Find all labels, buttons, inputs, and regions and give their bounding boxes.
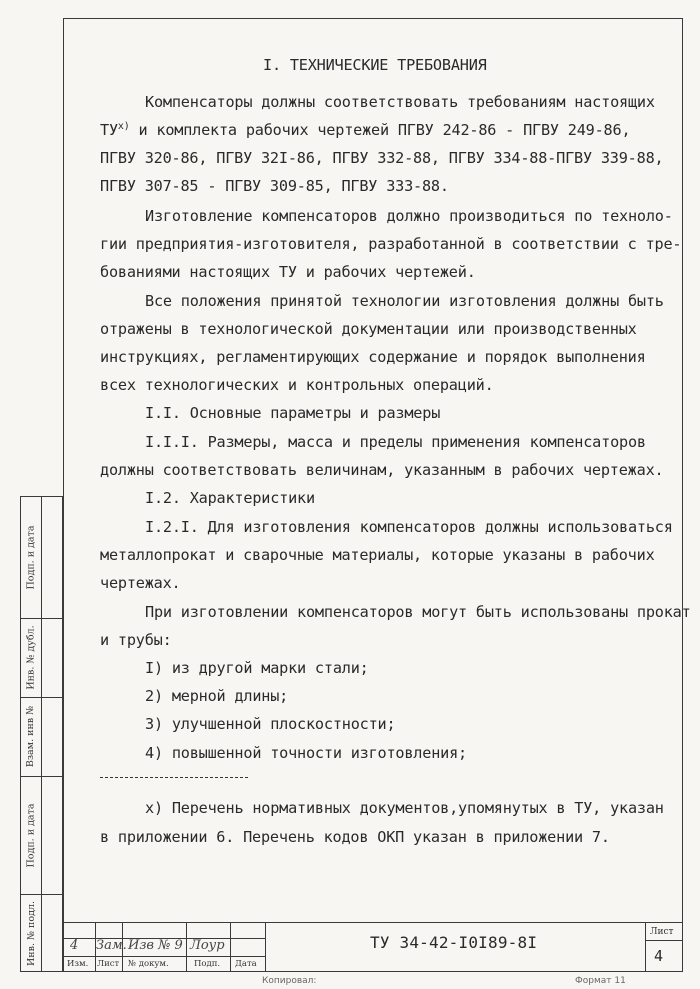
body-line: Изготовление компенсаторов должно производиться по техноло-	[145, 207, 673, 225]
body-line: гии предприятия-изготовителя, разработанной в соответствии с тре-	[100, 235, 682, 253]
body-line: чертежах.	[100, 574, 181, 592]
signature-change-number: 4	[70, 938, 79, 953]
footnote-line: х) Перечень нормативных документов,упомянутых в ТУ, указан	[145, 799, 664, 817]
side-label-sign-date: Подп. и дата	[25, 524, 37, 590]
body-line: ПГВУ 307-85 - ПГВУ 309-85, ПГВУ 333-88.	[100, 177, 449, 195]
footer-format: Формат 11	[575, 976, 626, 986]
body-line: металлопрокат и сварочные материалы, которые указаны в рабочих	[100, 546, 655, 564]
footnote-mark: х)	[145, 799, 163, 817]
column-label-sheet: Лист	[97, 959, 120, 969]
body-line: должны соответствовать величинам, указанным в рабочих чертежах.	[100, 461, 664, 479]
body-line: всех технологических и контрольных операций.	[100, 376, 494, 394]
list-item: 2) мерной длины;	[145, 687, 289, 705]
footnote-line: в приложении 6. Перечень кодов ОКП указан в приложении 7.	[100, 828, 610, 846]
list-item: 4) повышенной точности изготовления;	[145, 744, 467, 762]
footnote-ref: х)	[117, 121, 130, 132]
subsection-heading: I.2. Характеристики	[145, 489, 315, 507]
body-line: Компенсаторы должны соответствовать требованиям настоящих	[145, 93, 655, 111]
body-line: I.I.I. Размеры, масса и пределы применения компенсаторов	[145, 433, 646, 451]
sheet-label: Лист	[650, 927, 674, 937]
body-line: ПГВУ 320-86, ПГВУ 32I-86, ПГВУ 332-88, ПГВУ 334-88-ПГВУ 339-88,	[100, 149, 664, 167]
title-block-col-line	[230, 922, 231, 972]
footer-copied: Копировал:	[262, 976, 317, 986]
title-block-top-border	[63, 922, 683, 923]
subsection-heading: I.I. Основные параметры и размеры	[145, 404, 441, 422]
side-label-dup-inv: Инв. № дубл.	[25, 625, 37, 690]
body-line: При изготовлении компенсаторов могут быть использованы прокат	[145, 603, 691, 621]
side-label-orig-inv: Инв. № подл.	[25, 900, 37, 966]
signature-image: Лоур	[190, 938, 225, 953]
column-label-doc-number: № докум.	[128, 959, 169, 969]
body-line: отражены в технологической документации или производственных	[100, 320, 637, 338]
title-block-divider	[645, 940, 683, 941]
footnote-divider	[100, 777, 248, 778]
list-item: 3) улучшенной плоскостности;	[145, 715, 396, 733]
title-block-col-line	[186, 922, 187, 972]
section-heading: I. ТЕХНИЧЕСКИЕ ТРЕБОВАНИЯ	[263, 56, 487, 74]
title-block-row-line	[63, 956, 265, 957]
title-block-divider	[645, 922, 646, 972]
side-label-replace-inv: Взам. инв №	[25, 705, 37, 768]
list-item: I) из другой марки стали;	[145, 659, 369, 677]
document-code: ТУ 34-42-I0I89-8I	[370, 933, 538, 952]
body-line: и трубы:	[100, 631, 172, 649]
body-line: $ТУ^{х)}$ и комплекта рабочих чертежей ПГВУ 242-86 - ПГВУ 249-86,	[100, 121, 631, 139]
column-label-signature: Подп.	[194, 959, 221, 969]
column-label-date: Дата	[235, 959, 257, 969]
body-line: I.2.I. Для изготовления компенсаторов должны использоваться	[145, 518, 673, 536]
body-line: инструкциях, регламентирующих содержание и порядок выполнения	[100, 348, 646, 366]
sheet-number: 4	[654, 947, 663, 965]
column-label-change: Изм.	[67, 959, 89, 969]
signature-sheet: Зам.	[96, 938, 127, 953]
side-label-sign-date: Подп. и дата	[25, 802, 37, 868]
body-line: Все положения принятой технологии изготовления должны быть	[145, 292, 664, 310]
title-block-divider	[265, 922, 266, 972]
body-line: бованиями настоящих ТУ и рабочих чертежей.	[100, 263, 476, 281]
signature-doc-number: Изв № 9	[128, 938, 183, 953]
